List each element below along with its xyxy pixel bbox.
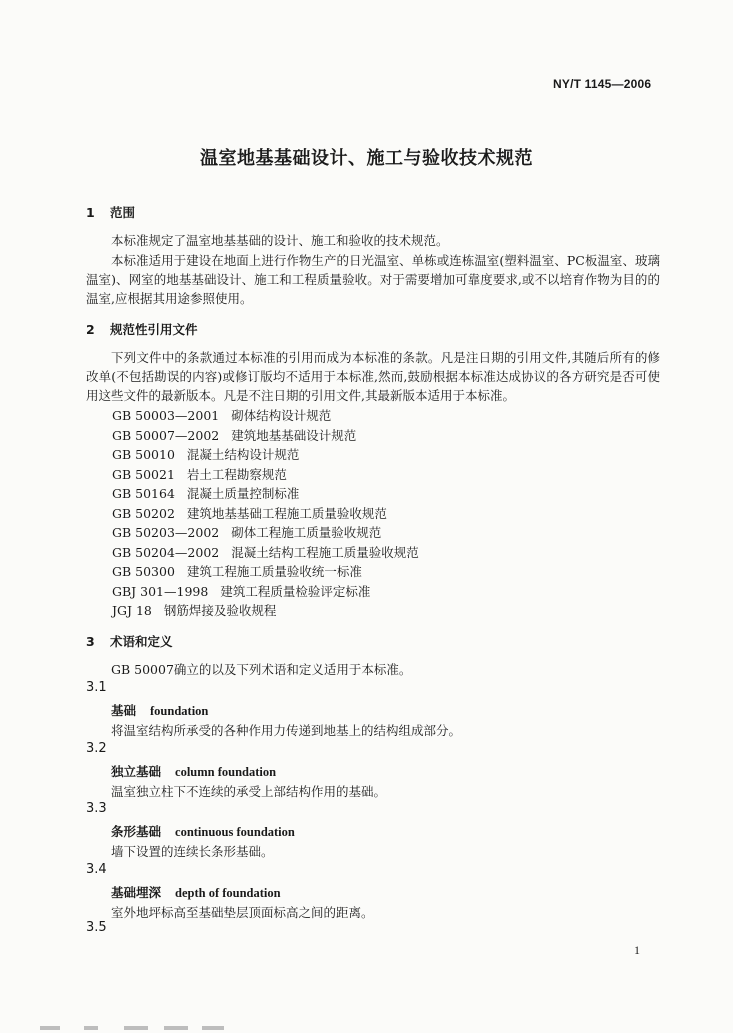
reference-item	[112, 465, 287, 483]
reference-item	[112, 562, 362, 580]
reference-title: 砌体工程施工质量验收规范	[231, 525, 382, 540]
clause-number: 3.2	[86, 740, 107, 756]
reference-item	[112, 484, 299, 502]
reference-title: 岩土工程勘察规范	[186, 466, 287, 482]
section-1-heading	[86, 203, 135, 221]
reference-code: GB 50202	[112, 505, 175, 521]
section-title: 规范性引用文件	[110, 322, 198, 337]
reference-item	[112, 582, 370, 600]
section-number: 2	[86, 322, 95, 337]
section-3-paragraph-1: GB 50007确立的以及下列术语和定义适用于本标准。	[111, 662, 412, 677]
section-1-paragraph-2: 本标准适用于建设在地面上进行作物生产的日光温室、单栋或连栋温室(塑料温室、PC板温室、玻璃温室)、网室的地基基础设计、施工和工程质量验收。对于需要增加可靠度要求,或不以培育作物为目的的温室,应根据其用途参照使用。	[86, 253, 660, 306]
reference-title: 建筑工程施工质量验收统一标准	[186, 564, 362, 579]
reference-code: GB 50300	[112, 564, 175, 579]
document-title: 温室地基基础设计、施工与验收技术规范	[200, 148, 533, 169]
term-definition: 墙下设置的连续长条形基础。	[111, 844, 274, 859]
reference-code: GB 50164	[112, 486, 175, 501]
term-heading	[111, 883, 281, 901]
reference-item	[112, 426, 356, 444]
reference-item	[112, 523, 381, 541]
section-title: 术语和定义	[110, 634, 173, 649]
scan-edge-marks	[40, 1022, 300, 1033]
reference-item	[112, 406, 331, 424]
reference-title: 混凝土结构设计规范	[186, 447, 300, 462]
reference-title: 混凝土结构工程施工质量验收规范	[231, 544, 419, 560]
reference-code: GB 50010	[112, 447, 175, 462]
clause-number: 3.4	[86, 861, 107, 877]
term-definition: 温室独立柱下不连续的承受上部结构作用的基础。	[111, 783, 387, 799]
section-1-paragraph-1: 本标准规定了温室地基基础的设计、施工和验收的技术规范。	[111, 233, 449, 248]
term-english: continuous foundation	[175, 825, 295, 839]
section-number: 3	[86, 634, 95, 649]
term-heading	[111, 762, 276, 780]
term-chinese: 基础	[111, 703, 137, 718]
reference-item	[112, 504, 387, 522]
reference-code: GB 50204—2002	[112, 544, 220, 560]
clause-number: 3.3	[86, 801, 107, 816]
reference-item	[112, 445, 299, 463]
reference-code: GB 50007—2002	[112, 427, 220, 443]
reference-code: GB 50203—2002	[112, 525, 220, 540]
term-english: foundation	[150, 704, 209, 718]
section-2-paragraph-1: 下列文件中的条款通过本标准的引用而成为本标准的条款。凡是注日期的引用文件,其随后所有的修改单(不包括勘误的内容)或修订版均不适用于本标准,然而,鼓励根据本标准达成协议的各方研究是否可使用这些文件的最新版本。凡是不注日期的引用文件,其最新版本适用于本标准。	[86, 350, 660, 403]
section-number: 1	[86, 205, 95, 220]
term-definition: 室外地坪标高至基础垫层顶面标高之间的距离。	[111, 904, 374, 920]
standard-number: NY/T 1145—2006	[553, 77, 652, 91]
reference-title: 建筑地基基础设计规范	[231, 427, 357, 443]
reference-code: GBJ 301—1998	[112, 583, 209, 599]
reference-code: GB 50003—2001	[112, 408, 220, 423]
reference-code: JGJ 18	[112, 603, 152, 618]
term-chinese: 基础埋深	[111, 884, 162, 900]
reference-title: 建筑地基基础工程施工质量验收规范	[186, 505, 387, 521]
clause-number: 3.1	[86, 680, 107, 695]
reference-item	[112, 543, 419, 561]
reference-item	[112, 601, 276, 619]
reference-title: 建筑工程质量检验评定标准	[220, 583, 371, 599]
term-heading	[111, 701, 208, 719]
section-3-heading	[86, 632, 173, 650]
term-chinese: 条形基础	[111, 824, 162, 839]
reference-title: 钢筋焊接及验收规程	[163, 603, 277, 618]
reference-title: 砌体结构设计规范	[231, 408, 332, 423]
term-heading	[111, 822, 295, 840]
page-number: 1	[634, 943, 640, 957]
term-english: column foundation	[175, 764, 277, 779]
section-title: 范围	[110, 205, 136, 220]
clause-number: 3.5	[86, 920, 107, 935]
reference-code: GB 50021	[112, 466, 175, 482]
term-chinese: 独立基础	[111, 763, 162, 779]
reference-title: 混凝土质量控制标准	[186, 486, 300, 501]
term-definition: 将温室结构所承受的各种作用力传递到地基上的结构组成部分。	[111, 723, 462, 738]
term-english: depth of foundation	[175, 885, 281, 900]
section-2-heading	[86, 320, 198, 338]
